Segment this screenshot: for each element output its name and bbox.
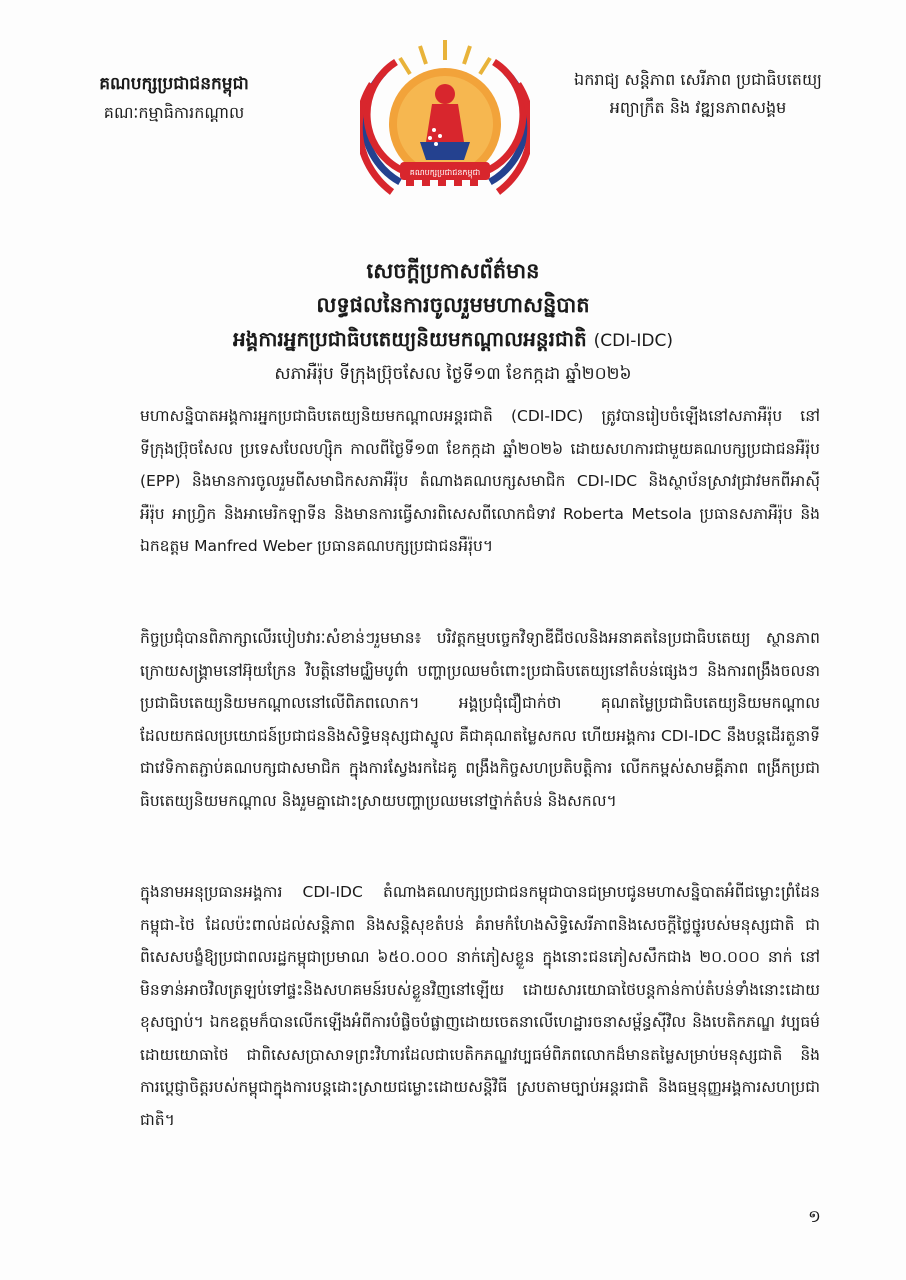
organization-title [60,322,846,358]
party-logo [360,32,530,207]
header-right [548,66,848,122]
paragraph-1: មហាសន្និបាតអង្គការអ្នកប្រជាធិបតេយ្យនិយមកណ្តាលអន្តរជាតិ (CDI-IDC) ត្រូវបានរៀបចំឡើងនៅសភាអឺរ៉ុប នៅទីក្រុងប្រ៊ុចសែល ប្រទេសបែលហ្ស៊ិក កាលពីថ្ងៃទី១៣ ខែកក្កដា ឆ្នាំ២០២៦ ដោយសហការជាមួយគណបក្សប្រជាជនអឺរ៉ុប (EPP) និងមានការចូលរួមពីសមាជិកសភាអឺរ៉ុប តំណាងគណបក្សសមាជិក CDI-IDC និងស្ថាប័នស្រាវជ្រាវមកពីអាស៊ី អឺរ៉ុប អាហ្វ្រិក និងអាមេរិកឡាទីន និងមានការធ្វើសារពិសេសពីលោកជំទាវ Roberta Metsola ប្រធានសភាអឺរ៉ុប និងឯកឧត្តម Manfred Weber ប្រធានគណបក្សប្រជាជនអឺរ៉ុប។ [140,407,820,555]
party-name: គណបក្សប្រជាជនកម្ពុជា [99,74,249,94]
paragraph-2: កិច្ចប្រជុំបានពិភាក្សាលើរបៀបវារៈសំខាន់ៗរួមមាន៖ បរិវត្តកម្មបច្ចេកវិទ្យាឌីជីថលនិងអនាគតនៃប្រជាធិបតេយ្យ ស្ថានភាពក្រោយសង្គ្រាមនៅអ៊ុយក្រែន វិបត្តិនៅមជ្ឈិមបូព៌ា បញ្ហាប្រឈមចំពោះប្រជាធិបតេយ្យនៅតំបន់ផ្សេងៗ និងការពង្រឹងចលនាប្រជាធិបតេយ្យនិយមកណ្តាលនៅលើពិភពលោក។ អង្គប្រជុំជឿជាក់ថា គុណតម្លៃប្រជាធិបតេយ្យនិយមកណ្តាលដែលយកផលប្រយោជន៍ប្រជាជននិងសិទ្ធិមនុស្សជាស្នូល គឺជាគុណតម្លៃសកល ហើយអង្គការ CDI-IDC នឹងបន្តដើរតួនាទីជាវេទិកាតភ្ជាប់គណបក្សជាសមាជិក ក្នុងការស្វែងរកដៃគូ ពង្រឹងកិច្ចសហប្រតិបត្តិការ លើកកម្ពស់សាមគ្គីភាព ពង្រីកប្រជាធិបតេយ្យនិយមកណ្តាល និងរួមគ្នាដោះស្រាយបញ្ហាប្រឈមនៅថ្នាក់តំបន់ និងសកល។ [140,629,820,810]
doc-title: សេចក្តីប្រកាសព័ត៌មាន [366,259,540,283]
page-number: ១ [808,1207,821,1227]
paragraph-3: ក្នុងនាមអនុប្រធានអង្គការ CDI-IDC តំណាងគណបក្សប្រជាជនកម្ពុជាបានជម្រាបជូនមហាសន្និបាតអំពីជម្លោះព្រំដែនកម្ពុជា-ថៃ ដែលប៉ះពាល់ដល់សន្តិភាព និងសន្តិសុខតំបន់ គំរាមកំហែងសិទ្ធិសេរីភាពនិងសេចក្តីថ្លៃថ្នូរបស់មនុស្សជាតិ ជាពិសេសបង្ខំឱ្យប្រជាពលរដ្ឋកម្ពុជាប្រមាណ ៦៥០.០០០ នាក់ភៀសខ្លួន ក្នុងនោះជនភៀសសឹកជាង ២០.០០០ នាក់ នៅមិនទាន់អាចវិលត្រឡប់ទៅផ្ទះនិងសហគមន៍របស់ខ្លួនវិញនៅឡើយ ដោយសារយោធាថៃបន្តកាន់កាប់តំបន់ទាំងនោះដោយខុសច្បាប់។ ឯកឧត្តមក៏បានលើកឡើងអំពីការបំផ្លិចបំផ្លាញដោយចេតនាលើហេដ្ឋារចនាសម្ព័ន្ធស៊ីវិល និងបេតិកភណ្ឌ វប្បធម៌ដោយយោធាថៃ ជាពិសេសប្រាសាទព្រះវិហារដែលជាបេតិកភណ្ឌវប្បធម៌ពិភពលោកដ៏មានតម្លៃសម្រាប់មនុស្សជាតិ និងការប្តេជ្ញាចិត្តរបស់កម្ពុជាក្នុងការបន្តដោះស្រាយជម្លោះដោយសន្តិវិធី ស្របតាមច្បាប់អន្តរជាតិ និងធម្មនុញ្ញអង្គការសហប្រជាជាតិ។ [140,883,820,1129]
place-and-date: សភាអឺរ៉ុប ទីក្រុងប្រ៊ុចសែល ថ្ងៃទី១៣ ខែកក្កដា ឆ្នាំ២០២៦ [274,364,632,384]
central-committee: គណៈកម្មាធិការកណ្តាល [103,103,245,122]
title-block [60,254,846,390]
logo-ribbon-text: គណបក្សប្រជាជនកម្ពុជា [409,168,481,177]
party-logo-emblem [360,32,530,207]
national-motto-line2: អព្យាក្រឹត និង វឌ្ឍនភាពសង្គម [609,98,787,117]
organization-abbr: (CDI-IDC) [593,331,674,351]
organization-name: អង្គការអ្នកប្រជាធិបតេយ្យនិយមកណ្តាលអន្តរជាតិ [232,327,587,351]
doc-subtitle: លទ្ធផលនៃការចូលរួមមហាសន្និបាត [316,293,590,317]
national-motto-line1: ឯករាជ្យ សន្តិភាព សេរីភាព ប្រជាធិបតេយ្យ [574,70,822,89]
header-left [54,72,294,126]
